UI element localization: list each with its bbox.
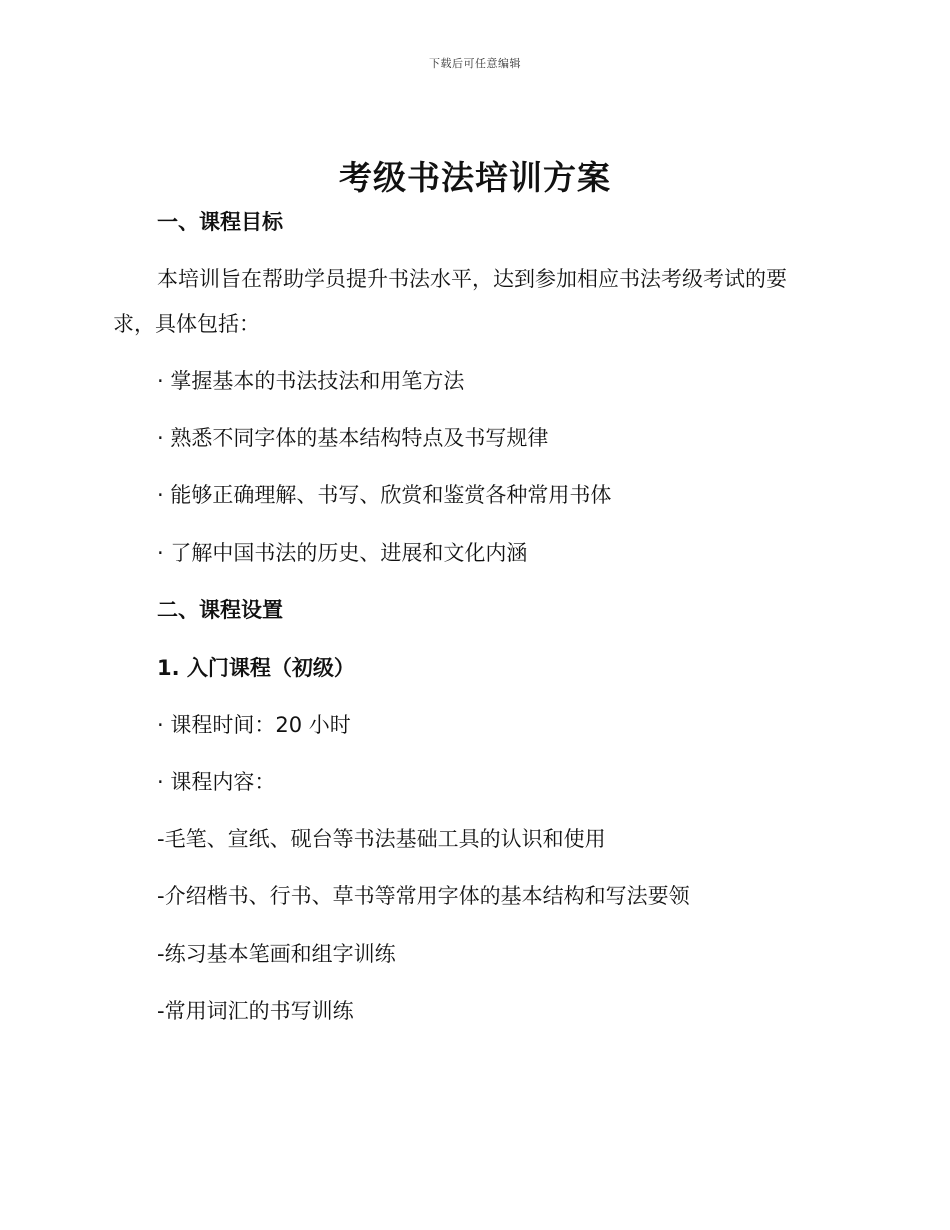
header-note: 下载后可任意编辑 (429, 57, 521, 70)
goal-item: · 能够正确理解、书写、欣赏和鉴赏各种常用书体 (157, 483, 612, 507)
subsection-heading-beginner: 1. 入门课程（初级） (157, 656, 355, 680)
section-heading-courses: 二、课程设置 (157, 598, 283, 622)
content-item: -毛笔、宣纸、砚台等书法基础工具的认识和使用 (157, 827, 606, 851)
intro-paragraph-line-1: 本培训旨在帮助学员提升书法水平，达到参加相应书法考级考试的要 (157, 267, 787, 291)
section-heading-goals: 一、课程目标 (157, 210, 283, 234)
content-item: -介绍楷书、行书、草书等常用字体的基本结构和写法要领 (157, 884, 690, 908)
content-item: -练习基本笔画和组字训练 (157, 942, 396, 966)
goal-item: · 熟悉不同字体的基本结构特点及书写规律 (157, 426, 549, 450)
document-title: 考级书法培训方案 (339, 158, 611, 197)
goal-item: · 了解中国书法的历史、进展和文化内涵 (157, 541, 528, 565)
course-content-label: · 课程内容： (157, 770, 276, 794)
course-time-item: · 课程时间：20 小时 (157, 713, 351, 737)
intro-paragraph-line-2: 求，具体包括： (113, 312, 260, 336)
content-item: -常用词汇的书写训练 (157, 999, 354, 1023)
goal-item: · 掌握基本的书法技法和用笔方法 (157, 369, 465, 393)
